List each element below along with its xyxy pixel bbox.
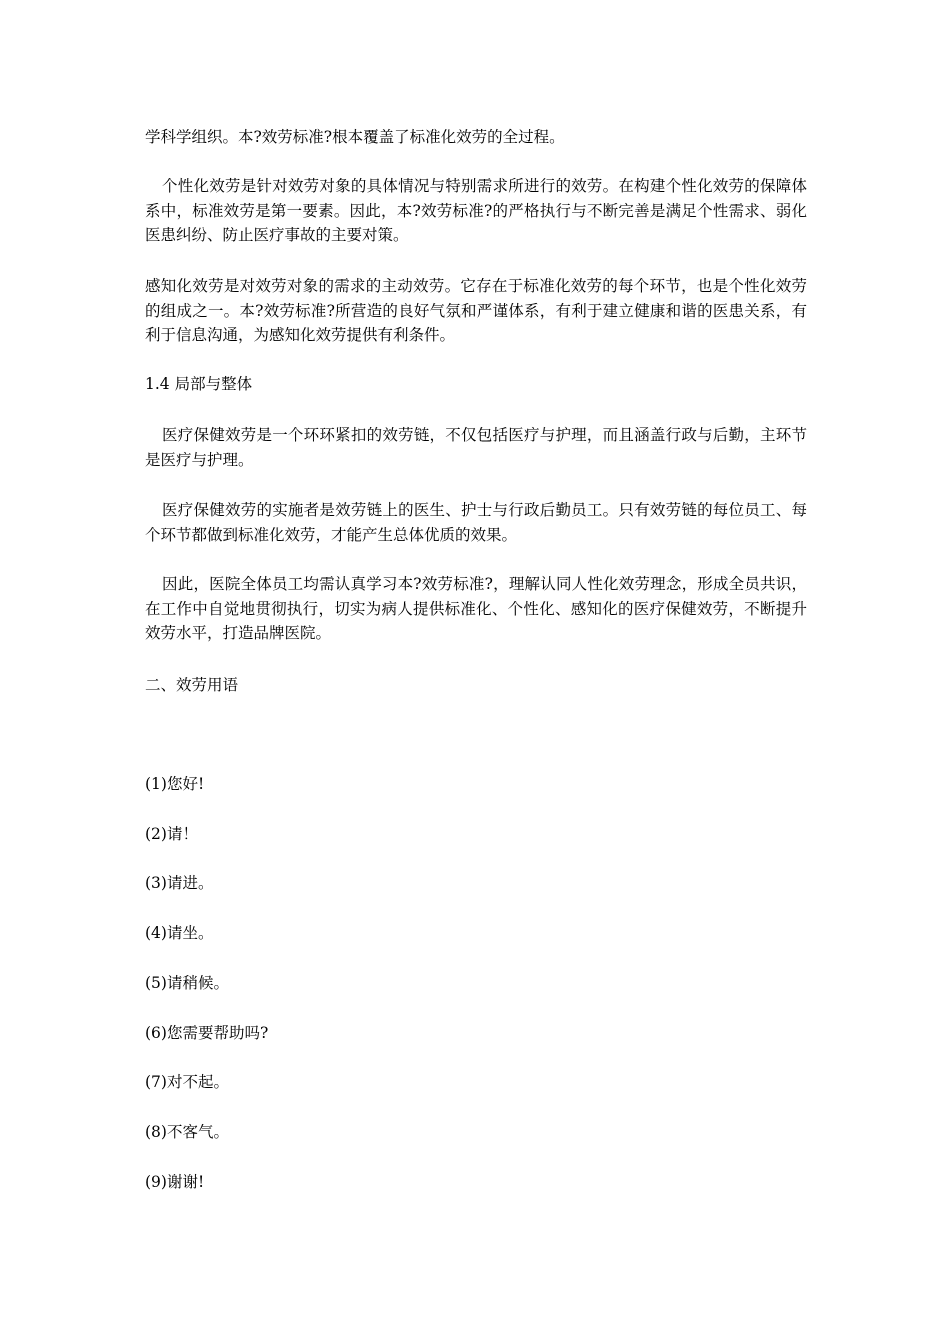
paragraph-standard-coverage: 学科学组织。本?效劳标准?根本覆盖了标准化效劳的全过程。 xyxy=(145,128,565,146)
phrase-item: (1)您好! xyxy=(145,775,205,793)
phrase-item: (3)请进。 xyxy=(145,874,214,892)
section-heading-service-phrases: 二、效劳用语 xyxy=(145,676,239,694)
phrase-item: (5)请稍候。 xyxy=(145,974,229,992)
paragraph-service-implementers: 医疗保健效劳的实施者是效劳链上的医生、护士与行政后勤员工。只有效劳链的每位员工、每个环节都做到标准化效劳，才能产生总体优质的效果。 xyxy=(145,501,807,544)
paragraph-personalized-service: 个性化效劳是针对效劳对象的具体情况与特别需求所进行的效劳。在构建个性化效劳的保障体系中，标准效劳是第一要素。因此，本?效劳标准?的严格执行与不断完善是满足个性需求、弱化医患纠纷、防止医疗事故的主要对策。 xyxy=(145,177,807,244)
paragraph-service-chain: 医疗保健效劳是一个环环紧扣的效劳链，不仅包括医疗与护理，而且涵盖行政与后勤，主环节是医疗与护理。 xyxy=(145,426,807,469)
section-heading-part-whole: 1.4 局部与整体 xyxy=(145,375,253,393)
paragraph-staff-study: 因此，医院全体员工均需认真学习本?效劳标准?，理解认同人性化效劳理念，形成全员共识，在工作中自觉地贯彻执行，切实为病人提供标准化、个性化、感知化的医疗保健效劳，不断提升效劳水平，打造品牌医院。 xyxy=(145,575,807,642)
phrase-item: (9)谢谢! xyxy=(145,1173,205,1191)
phrase-item: (6)您需要帮助吗? xyxy=(145,1024,269,1042)
phrase-item: (7)对不起。 xyxy=(145,1073,229,1091)
paragraph-perceptive-service: 感知化效劳是对效劳对象的需求的主动效劳。它存在于标准化效劳的每个环节，也是个性化效劳的组成之一。本?效劳标准?所营造的良好气氛和严谨体系，有利于建立健康和谐的医患关系，有利于信息沟通，为感知化效劳提供有利条件。 xyxy=(145,277,807,344)
phrase-item: (8)不客气。 xyxy=(145,1123,229,1141)
phrase-item: (4)请坐。 xyxy=(145,924,214,942)
phrase-item: (2)请！ xyxy=(145,825,198,843)
